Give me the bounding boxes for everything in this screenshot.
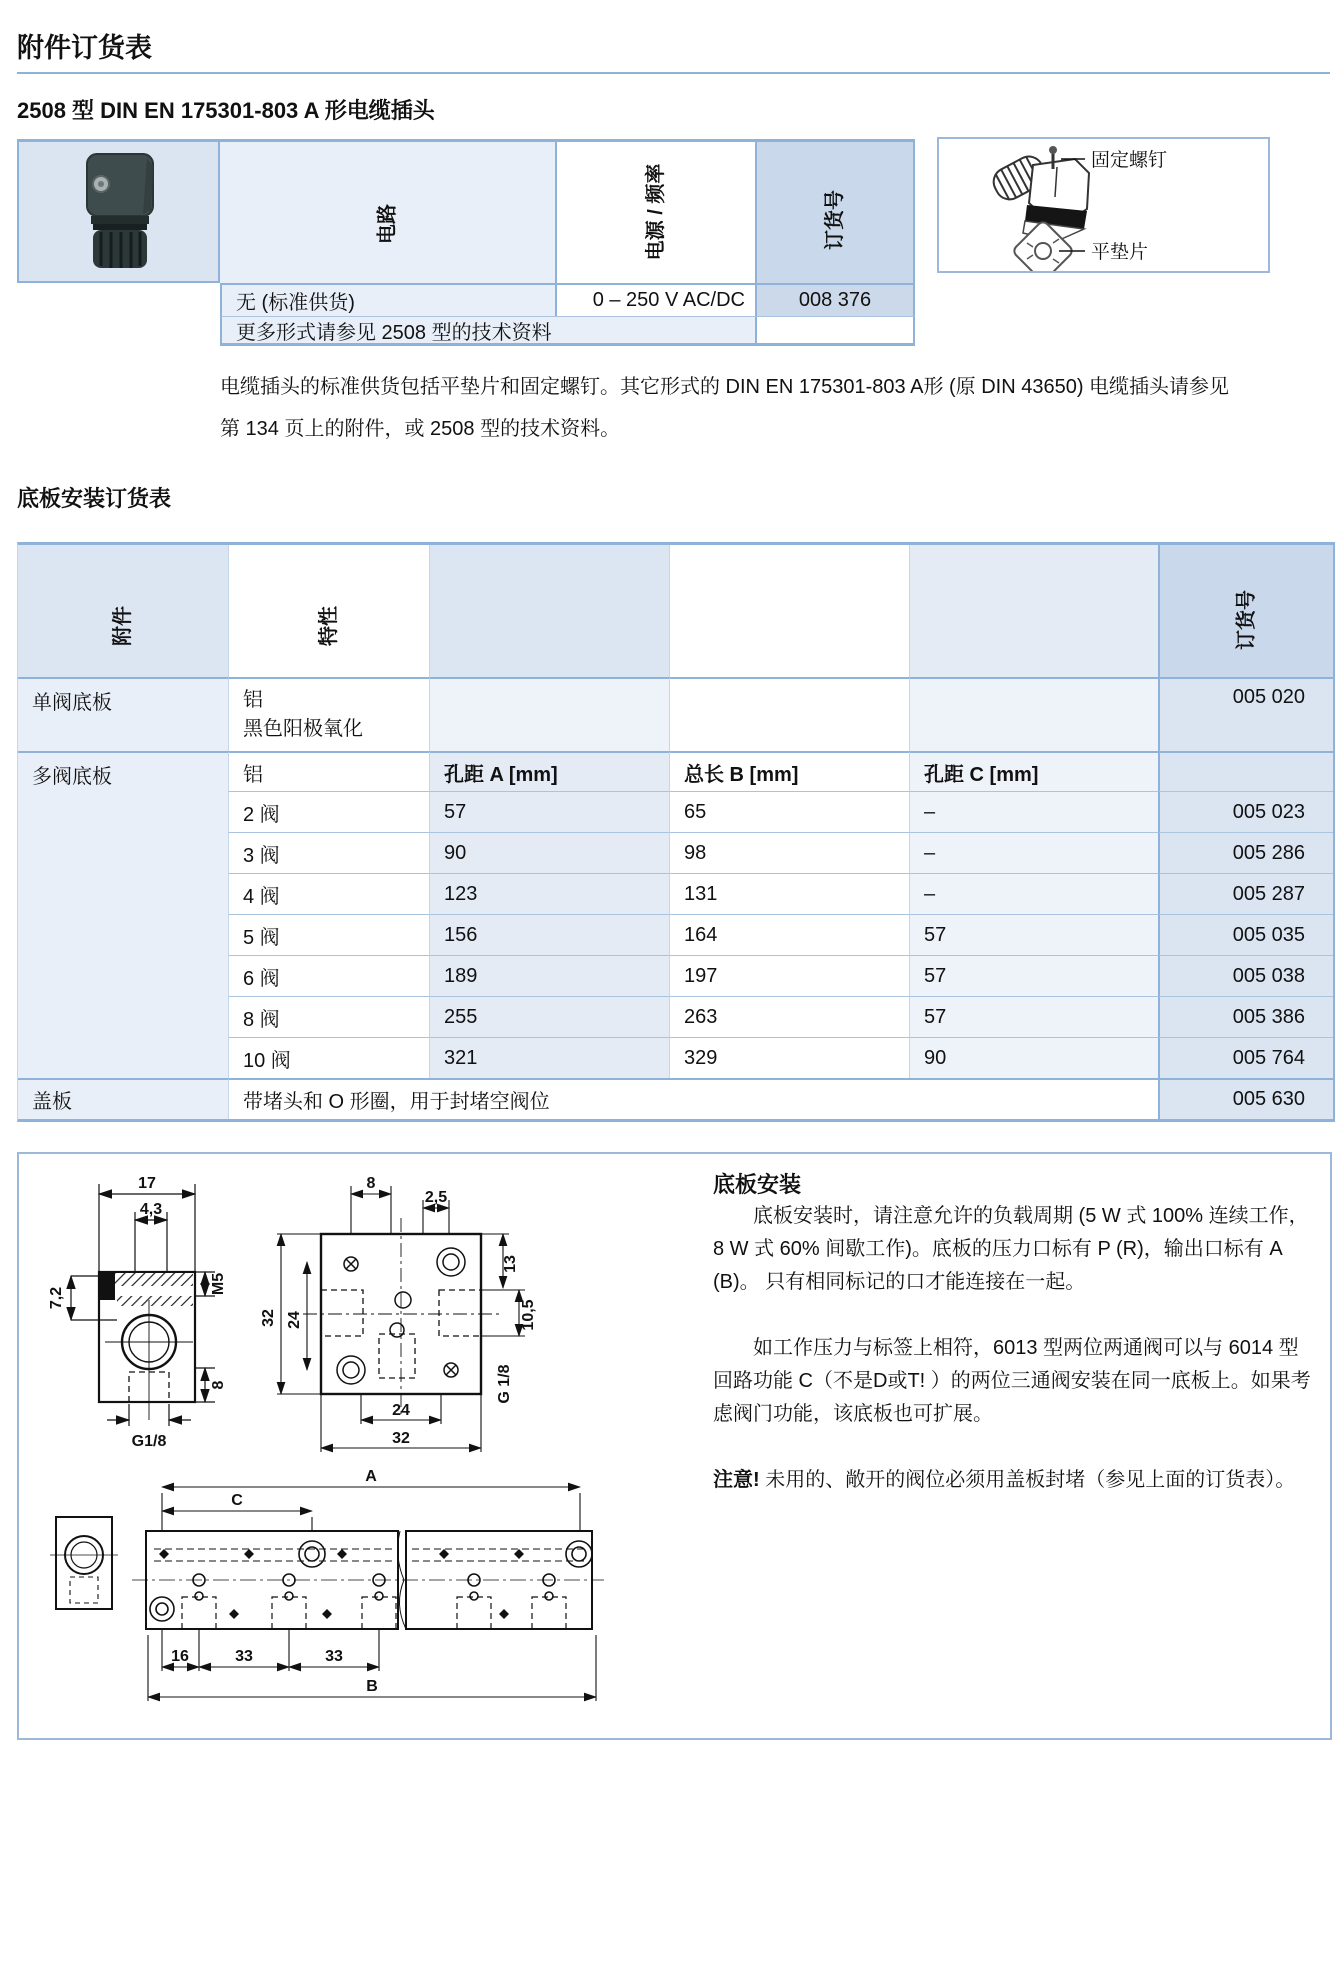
screw-label: 固定螺钉 — [1091, 150, 1168, 171]
blank-cell — [1158, 751, 1333, 791]
plug-photo-cell — [17, 142, 220, 283]
col-header-trait: 特性 — [228, 545, 429, 677]
valve-row-label: 2 阀 — [228, 791, 429, 832]
col-header-power: 电源 / 频率 — [555, 142, 755, 283]
subcol-c: 孔距 C [mm] — [909, 751, 1158, 791]
valve-row-label: 6 阀 — [228, 955, 429, 996]
valve-order: 005 038 — [1158, 955, 1333, 996]
dimension-label: 8 — [210, 1380, 227, 1390]
multi-plate-trait: 铝 — [228, 751, 429, 791]
subcol-b: 总长 B [mm] — [669, 751, 909, 791]
power-value: 0 – 250 V AC/DC — [555, 283, 755, 316]
valve-c: 90 — [909, 1037, 1158, 1078]
plug-mounting-diagram — [937, 137, 1270, 273]
order-empty-cell — [755, 316, 915, 346]
panel-paragraph-1: 底板安装时，请注意允许的负载周期 (5 W 式 100% 连续工作，8 W 式 60% 间歇工作)。底板的压力口标有 P (R)，输出口标有 A (B)。 只有相同标记的口才能连接在一起。 — [713, 1205, 1309, 1293]
dimension-label: G1/8 — [131, 1433, 167, 1450]
circuit-value: 无 (标准供货) — [220, 283, 555, 316]
dimension-label: M5 — [210, 1272, 227, 1296]
valve-c: – — [909, 832, 1158, 873]
valve-b: 98 — [669, 832, 909, 873]
valve-order: 005 023 — [1158, 791, 1333, 832]
single-plate-order: 005 020 — [1158, 677, 1333, 751]
manifold-drawing — [44, 1459, 704, 1714]
dimension-label: 10,5 — [520, 1299, 537, 1331]
valve-c: 57 — [909, 996, 1158, 1037]
page-title: 附件订货表 — [17, 33, 152, 63]
panel-note — [713, 1464, 1313, 1497]
multi-plate-name: 多阀底板 — [18, 751, 228, 1078]
cable-plug-table — [17, 139, 915, 346]
valve-row-label: 3 阀 — [228, 832, 429, 873]
col-header-order2: 订货号 — [1158, 545, 1333, 677]
washer-label: 平垫片 — [1091, 242, 1149, 263]
header-blank — [669, 545, 909, 677]
valve-order: 005 386 — [1158, 996, 1333, 1037]
valve-b: 329 — [669, 1037, 909, 1078]
baseplate-table — [17, 542, 1335, 1122]
valve-a: 321 — [429, 1037, 669, 1078]
plug-diagram-drawing — [939, 139, 1268, 271]
valve-b: 65 — [669, 791, 909, 832]
spacer-cell — [17, 316, 220, 346]
dimension-label: 24 — [392, 1402, 410, 1419]
col-header-circuit: 电路 — [220, 142, 555, 283]
valve-c: 57 — [909, 914, 1158, 955]
valve-row-label: 8 阀 — [228, 996, 429, 1037]
dimension-label: 8 — [366, 1175, 376, 1192]
valve-a: 156 — [429, 914, 669, 955]
col-header-accessory: 附件 — [18, 545, 228, 677]
panel-paragraph-2: 如工作压力与标签上相符，6013 型两位两通阀可以与 6014 型回路功能 C（不是D或T! ）的两位三通阀安装在同一底板上。如果考虑阀门功能，该底板也可扩展。 — [713, 1337, 1311, 1425]
table-note: 更多形式请参见 2508 型的技术资料 — [220, 316, 755, 346]
valve-order: 005 764 — [1158, 1037, 1333, 1078]
valve-c: – — [909, 873, 1158, 914]
valve-order: 005 287 — [1158, 873, 1333, 914]
single-plate-name: 单阀底板 — [18, 677, 228, 751]
cover-desc: 带堵头和 O 形圈，用于封堵空阀位 — [228, 1078, 1158, 1119]
valve-row-label: 5 阀 — [228, 914, 429, 955]
dimension-label: 32 — [392, 1430, 410, 1447]
valve-a: 57 — [429, 791, 669, 832]
section1-paragraph: 电缆插头的标准供货包括平垫片和固定螺钉。其它形式的 DIN EN 175301-803 A形 (原 DIN 43650) 电缆插头请参见第 134 页上的附件，或 2508 型的技术资料。 — [220, 376, 1230, 440]
valve-b: 197 — [669, 955, 909, 996]
col-header-order: 订货号 — [755, 142, 915, 283]
single-plate-trait: 铝 黑色阳极氧化 — [228, 677, 429, 751]
spacer-cell — [17, 283, 220, 316]
dimension-label: B — [366, 1678, 378, 1695]
dimension-label: 33 — [235, 1648, 253, 1665]
cover-name: 盖板 — [18, 1078, 228, 1119]
valve-b: 263 — [669, 996, 909, 1037]
cable-plug-image — [39, 146, 199, 278]
dimension-label: A — [365, 1468, 377, 1485]
valve-row-label: 10 阀 — [228, 1037, 429, 1078]
note-label: 注意! — [713, 1469, 760, 1491]
blank-cell — [669, 677, 909, 751]
dimension-label: 4,3 — [139, 1201, 163, 1218]
section1-subtitle: 2508 型 DIN EN 175301-803 A 形电缆插头 — [17, 98, 435, 123]
valve-a: 123 — [429, 873, 669, 914]
dimension-label: 24 — [286, 1311, 303, 1329]
valve-a: 90 — [429, 832, 669, 873]
header-blank — [909, 545, 1158, 677]
subcol-a: 孔距 A [mm] — [429, 751, 669, 791]
dimension-label: 17 — [138, 1175, 156, 1192]
dimension-label: 13 — [502, 1255, 519, 1273]
top-view-drawing — [251, 1172, 543, 1464]
cover-order: 005 630 — [1158, 1078, 1333, 1119]
baseplate-mounting-panel — [17, 1152, 1332, 1740]
section2-title: 底板安装订货表 — [17, 486, 172, 511]
dimension-label: 32 — [260, 1309, 277, 1327]
dimension-label: G 1/8 — [496, 1364, 513, 1404]
dimension-label: 16 — [171, 1648, 189, 1665]
dimension-label: C — [231, 1492, 243, 1509]
side-view-drawing — [47, 1172, 259, 1456]
valve-order: 005 286 — [1158, 832, 1333, 873]
dimension-label: 33 — [325, 1648, 343, 1665]
dimension-label: 2,5 — [424, 1189, 448, 1206]
blank-cell — [429, 677, 669, 751]
valve-c: – — [909, 791, 1158, 832]
blank-cell — [909, 677, 1158, 751]
dimension-label: 7,2 — [48, 1286, 65, 1310]
valve-c: 57 — [909, 955, 1158, 996]
valve-a: 255 — [429, 996, 669, 1037]
title-divider — [17, 72, 1330, 74]
valve-row-label: 4 阀 — [228, 873, 429, 914]
header-blank — [429, 545, 669, 677]
valve-order: 005 035 — [1158, 914, 1333, 955]
panel-heading: 底板安装 — [713, 1172, 802, 1197]
valve-b: 131 — [669, 873, 909, 914]
valve-b: 164 — [669, 914, 909, 955]
note-text: 未用的、敞开的阀位必须用盖板封堵（参见上面的订货表）。 — [759, 1469, 1296, 1491]
order-value: 008 376 — [755, 283, 915, 316]
valve-a: 189 — [429, 955, 669, 996]
